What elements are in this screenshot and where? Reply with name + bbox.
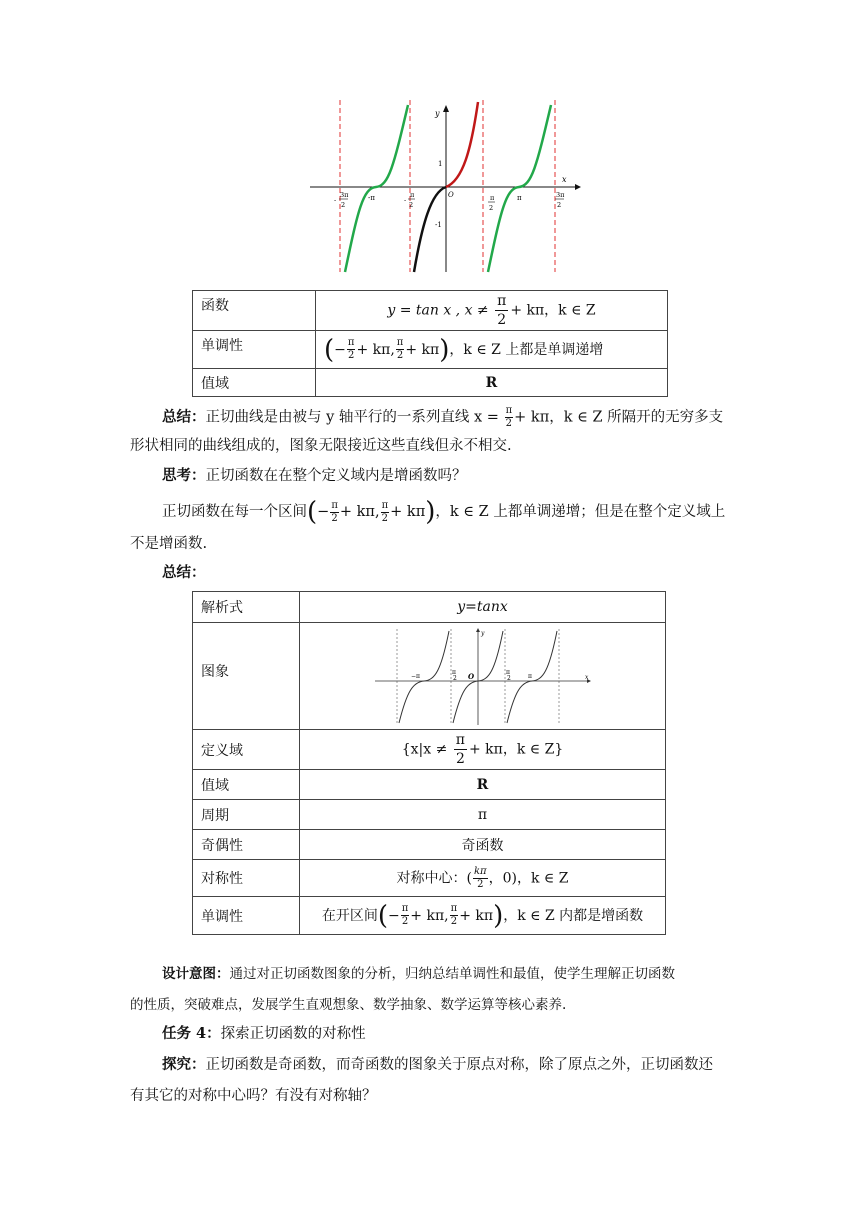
- r-monotonic-value: 在开区间(− $\frac{\pi}{2}$ + kπ, $\frac{\pi}{2}$ + kπ)，k ∈ Z 内都是增函数: [300, 897, 666, 935]
- svg-text:π: π: [527, 673, 532, 680]
- row-range-value: R: [316, 369, 668, 397]
- x-axis-label: x: [562, 175, 567, 184]
- r-symmetry-label: 对称性: [193, 860, 300, 897]
- row-monotonic-label: 单调性: [193, 331, 316, 369]
- r-domain-value: {x|x ≠ $\frac{\pi}{2}$ + kπ，k ∈ Z}: [300, 730, 666, 770]
- answer-line-2: 不是增函数.: [130, 536, 208, 552]
- svg-text:2: 2: [409, 201, 414, 209]
- pi-label: π: [517, 194, 522, 202]
- r-parity-value: 奇函数: [300, 830, 666, 860]
- curve-left-branch: [345, 105, 408, 272]
- one-label: 1: [438, 160, 443, 168]
- curve-center-upper: [446, 102, 478, 187]
- r-graph-value: [300, 623, 666, 730]
- origin-label: O: [448, 191, 454, 199]
- svg-text:3π: 3π: [556, 191, 565, 199]
- r-formula-value: y=tanx: [300, 592, 666, 623]
- row-function-value: y = tan x , x ≠ $\frac{\pi}{2}$ + kπ，k ∈ Z: [316, 291, 668, 331]
- design-intent-line-2: 的性质，突破难点，发展学生直观想象、数学抽象、数学运算等核心素养.: [130, 997, 567, 1013]
- svg-text:π: π: [451, 669, 456, 676]
- svg-text:3π: 3π: [340, 191, 349, 199]
- think-question: 思考：正切函数在在整个定义域内是增函数吗？: [162, 467, 467, 484]
- svg-text:-: -: [404, 196, 407, 204]
- tick-neg-3pi-2: [334, 191, 349, 209]
- x-axis-arrow: [575, 184, 581, 190]
- summary-1-line-1: 总结：正切曲线是由被与 y 轴平行的一系列直线 x = $\frac{\pi}{2}$ + kπ，k ∈ Z 所隔开的无穷多支: [162, 405, 724, 429]
- r-graph-label: 图象: [193, 623, 300, 730]
- neg-one-label: -1: [435, 221, 442, 229]
- row-range-label: 值域: [193, 369, 316, 397]
- properties-table-1: [192, 290, 668, 397]
- r-period-value: π: [300, 800, 666, 830]
- properties-table-2: [192, 591, 666, 935]
- svg-text:2: 2: [452, 675, 457, 682]
- r-domain-label: 定义域: [193, 730, 300, 770]
- explore-line-1: 探究：正切函数是奇函数，而奇函数的图象关于原点对称，除了原点之外，正切函数还: [162, 1056, 713, 1073]
- svg-text:2: 2: [489, 204, 494, 212]
- explore-line-2: 有其它的对称中心吗？有没有对称轴？: [130, 1088, 377, 1104]
- neg-pi-label: -π: [368, 194, 375, 202]
- svg-text:x: x: [584, 674, 588, 681]
- small-tangent-graph: [373, 627, 593, 727]
- design-intent-line-1: 设计意图：通过对正切函数图象的分析，归纳总结单调性和最值，使学生理解正切函数: [162, 966, 675, 982]
- r-range-label: 值域: [193, 770, 300, 800]
- svg-text:π: π: [505, 669, 510, 676]
- r-range-value: R: [300, 770, 666, 800]
- r-formula-label: 解析式: [193, 592, 300, 623]
- summary-2-label: 总结：: [162, 564, 206, 581]
- svg-text:y: y: [480, 630, 484, 637]
- r-period-label: 周期: [193, 800, 300, 830]
- r-parity-label: 奇偶性: [193, 830, 300, 860]
- tangent-graph-figure: [300, 100, 590, 278]
- curve-center-lower: [414, 187, 446, 272]
- y-axis-label: y: [435, 109, 440, 118]
- svg-text:π: π: [410, 191, 415, 199]
- tick-pi-2: [488, 194, 495, 212]
- row-monotonic-value: (− $\frac{\pi}{2}$ + kπ, $\frac{\pi}{2}$ + kπ)，k ∈ Z 上都是单调递增: [316, 331, 668, 369]
- tick-3pi-2: [555, 191, 565, 209]
- summary-1-line-2: 形状相同的曲线组成的，图象无限接近这些直线但永不相交.: [130, 438, 512, 454]
- r-symmetry-value: 对称中心：( $\frac{k\pi}{2}$ ，0)，k ∈ Z: [300, 860, 666, 897]
- y-axis-arrow: [443, 105, 449, 112]
- svg-text:−π: −π: [410, 673, 420, 680]
- r-monotonic-label: 单调性: [193, 897, 300, 935]
- curve-right-branch: [488, 105, 551, 272]
- svg-text:π: π: [490, 194, 495, 202]
- row-function-label: 函数: [193, 291, 316, 331]
- svg-text:2: 2: [341, 201, 346, 209]
- svg-text:-: -: [334, 196, 337, 204]
- answer-line-1: 正切函数在每一个区间(− $\frac{\pi}{2}$ + kπ, $\frac{\pi}{2}$ + kπ)，k ∈ Z 上都单调递增；但是在整个定义域上: [162, 497, 726, 527]
- svg-text:2: 2: [506, 675, 511, 682]
- task-4-heading: 任务 4：探索正切函数的对称性: [162, 1025, 366, 1042]
- svg-text:2: 2: [557, 201, 562, 209]
- svg-text:O: O: [467, 672, 474, 681]
